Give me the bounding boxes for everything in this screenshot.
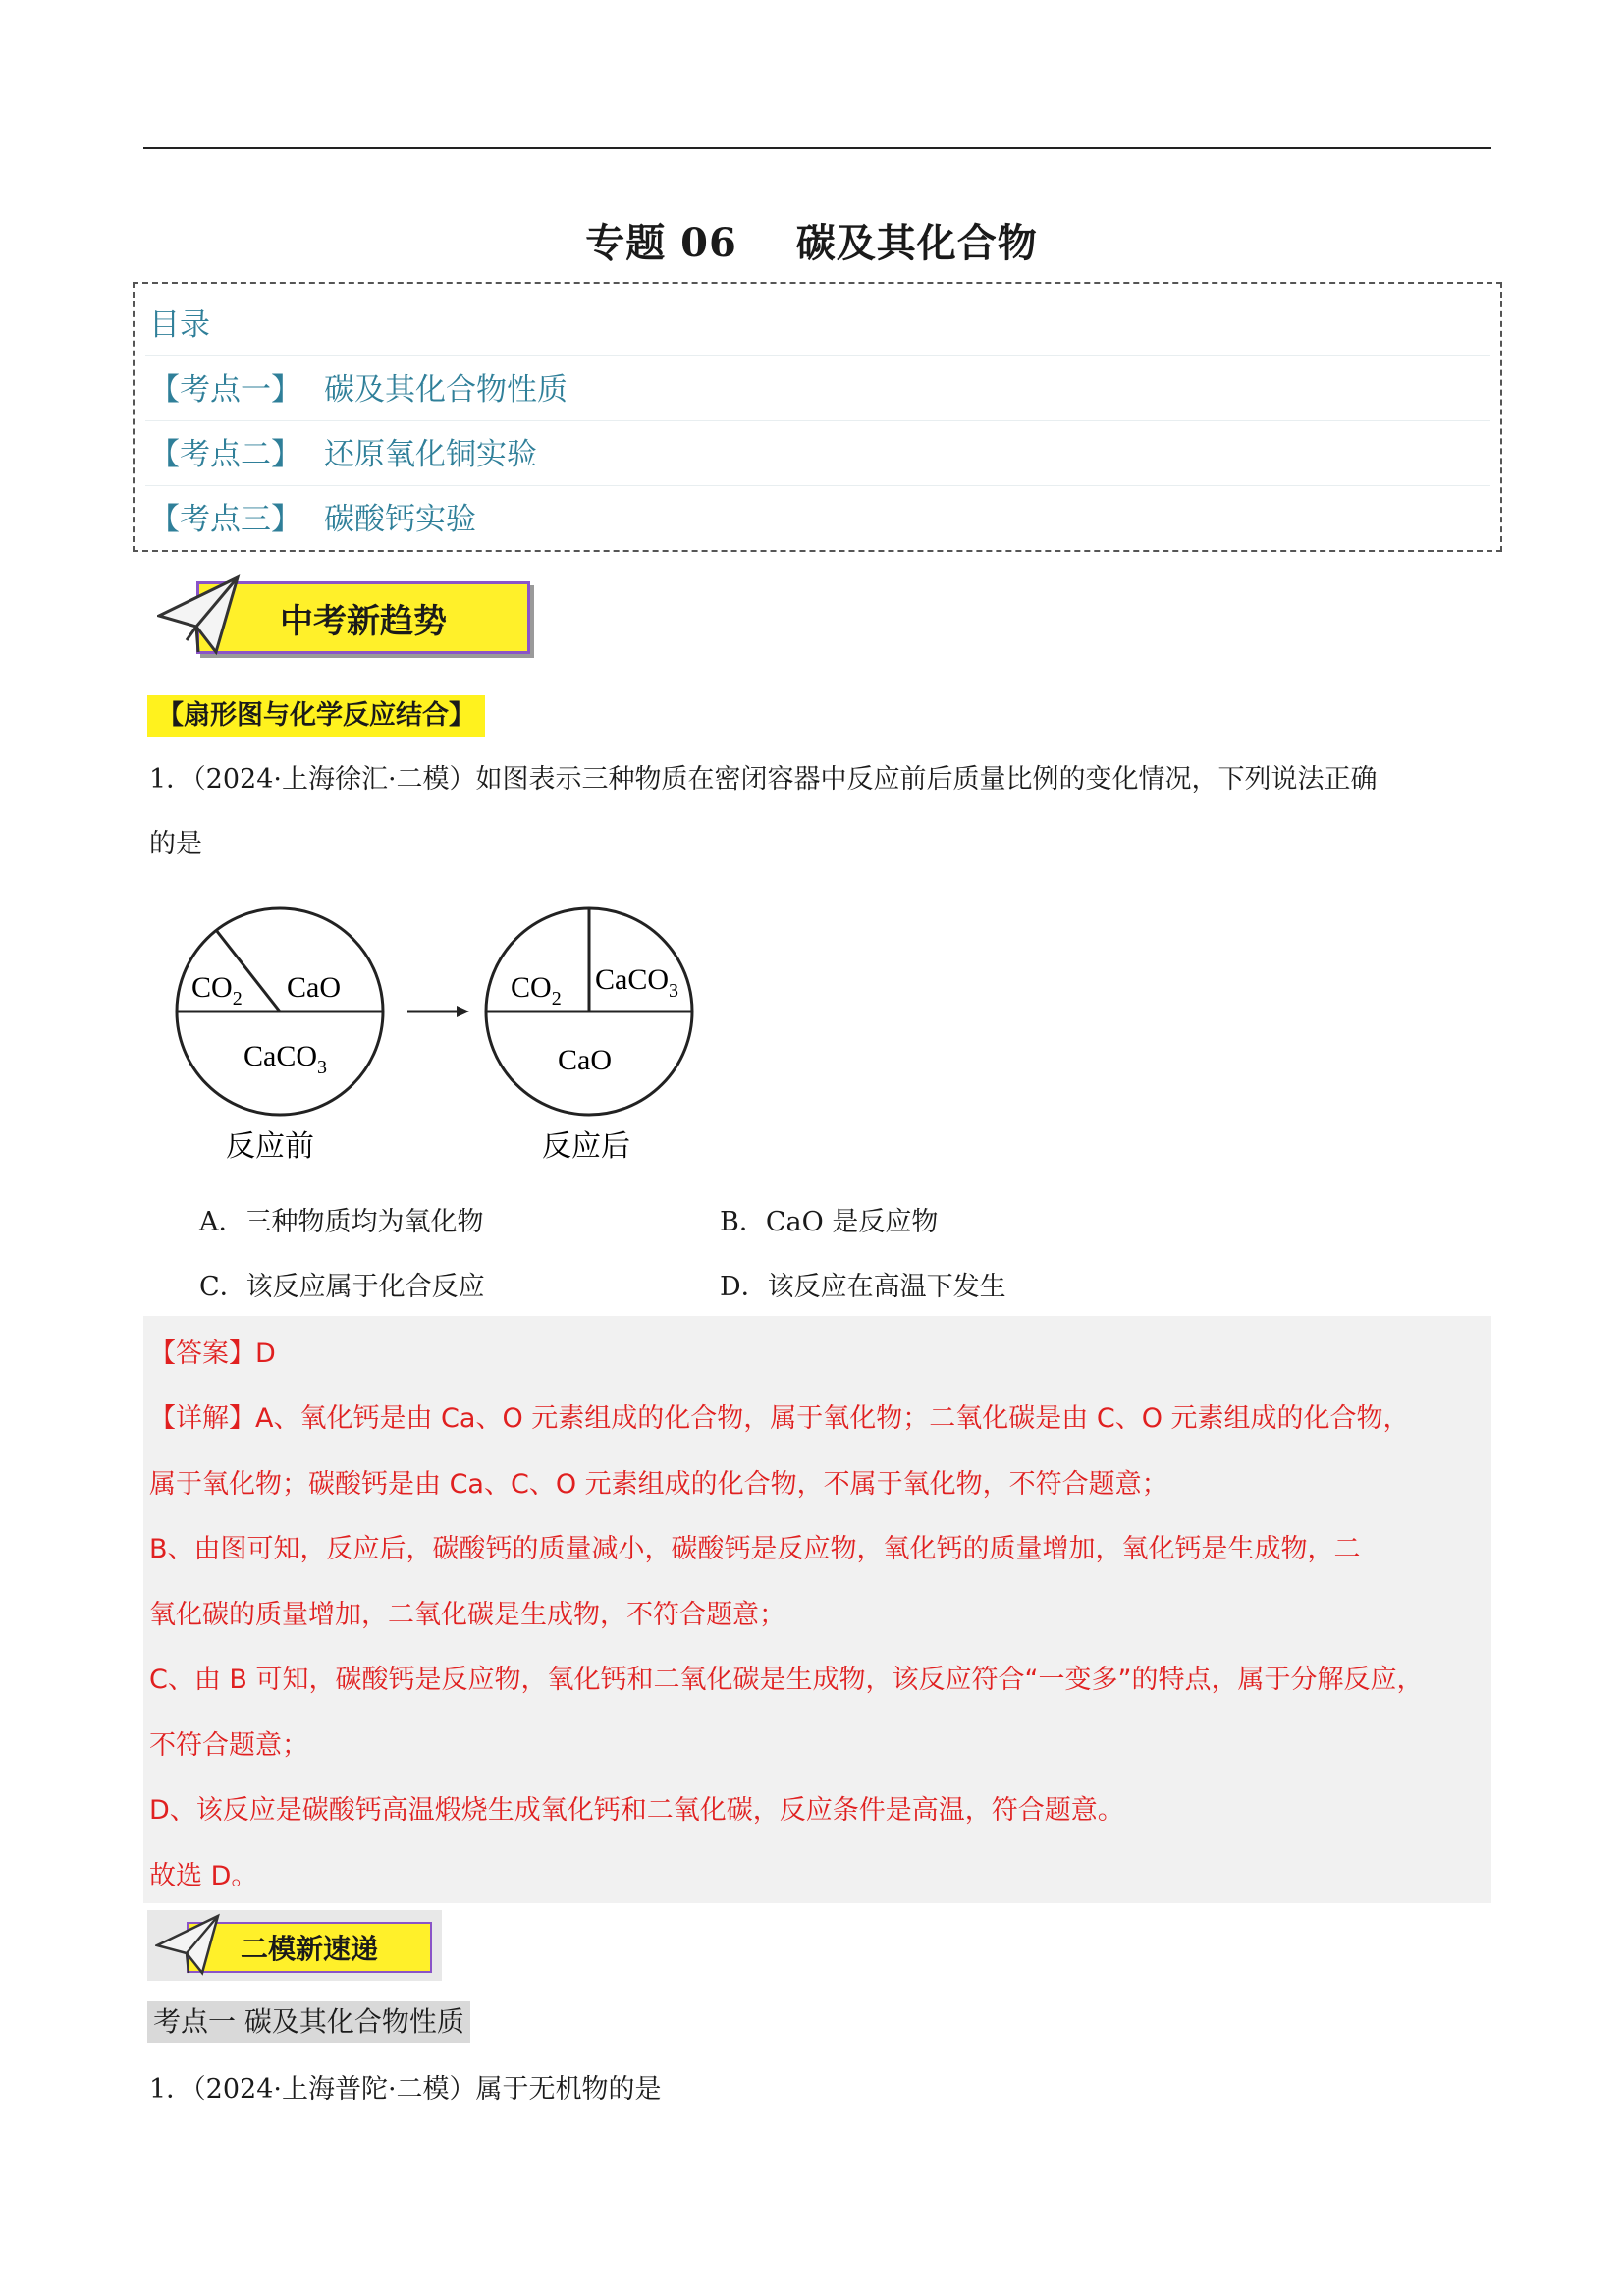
question-1-line-2: 的是 bbox=[149, 829, 202, 859]
toc-heading: 目录 bbox=[149, 307, 210, 343]
banner-label: 中考新趋势 bbox=[196, 581, 530, 654]
toc-item-tag: 【考点二】 bbox=[149, 437, 301, 472]
title-main: 碳及其化合物 bbox=[795, 220, 1038, 266]
top-rule bbox=[143, 147, 1491, 149]
explanation-line: 【详解】A、氧化钙是由 Ca、O 元素组成的化合物，属于氧化物；二氧化碳是由 C、O 元素组成的化合物， bbox=[149, 1403, 1410, 1434]
pie-diagram bbox=[157, 899, 707, 1174]
banner-label: 二模新速递 bbox=[187, 1922, 432, 1973]
toc-item-tag: 【考点三】 bbox=[149, 502, 301, 537]
arrow bbox=[407, 1006, 469, 1017]
after-co2-label: $CO_2$ bbox=[511, 971, 562, 1010]
toc-item-label: 还原氧化铜实验 bbox=[324, 437, 537, 472]
option-a: A．三种物质均为氧化物 bbox=[199, 1207, 484, 1237]
before-caco3-label: CaCO$_3$ bbox=[243, 1040, 327, 1078]
toc-item-label: 碳酸钙实验 bbox=[324, 502, 476, 537]
before-cao-label: CaO bbox=[287, 971, 341, 1004]
explanation-line: C、由 B 可知，碳酸钙是反应物，氧化钙和二氧化碳是生成物，该反应符合“一变多”的特点，属于分解反应， bbox=[149, 1665, 1424, 1695]
after-caco3-label: CaCO$_3$ bbox=[595, 963, 678, 1002]
question-2: 1．（2024·上海普陀·二模）属于无机物的是 bbox=[149, 2074, 662, 2105]
after-cao-label: CaO bbox=[558, 1044, 612, 1076]
before-caption: 反应前 bbox=[226, 1130, 314, 1163]
explanation-line: 属于氧化物；碳酸钙是由 Ca、C、O 元素组成的化合物，不属于氧化物，不符合题意； bbox=[149, 1469, 1168, 1500]
toc-item-label: 碳及其化合物性质 bbox=[324, 372, 568, 408]
toc-item-3[interactable] bbox=[149, 494, 476, 538]
option-b: B．CaO 是反应物 bbox=[720, 1207, 939, 1237]
before-co2-label: $CO_2$ bbox=[191, 971, 243, 1010]
toc-separator bbox=[145, 355, 1490, 356]
question-1-line-1: 1．（2024·上海徐汇·二模）如图表示三种物质在密闭容器中反应前后质量比例的变化情况，下列说法正确 bbox=[149, 764, 1378, 794]
after-caption: 反应后 bbox=[542, 1130, 630, 1163]
explanation-line: B、由图可知，反应后，碳酸钙的质量减小，碳酸钙是反应物，氧化钙的质量增加，氧化钙是生成物，二 bbox=[149, 1534, 1361, 1564]
paper-plane-icon bbox=[155, 1910, 224, 1979]
toc-item-tag: 【考点一】 bbox=[149, 372, 301, 408]
title-prefix: 专题 06 bbox=[585, 220, 737, 266]
section-tag: 【扇形图与化学反应结合】 bbox=[147, 695, 485, 737]
pie-after bbox=[486, 908, 692, 1163]
banner-ermo bbox=[147, 1910, 442, 1981]
pie-before bbox=[177, 908, 383, 1163]
toc-item-2[interactable] bbox=[149, 429, 537, 473]
explanation-line: D、该反应是碳酸钙高温煅烧生成氧化钙和二氧化碳，反应条件是高温，符合题意。 bbox=[149, 1795, 1124, 1826]
answer-line: 【答案】D bbox=[149, 1339, 276, 1369]
toc-separator bbox=[145, 485, 1490, 486]
option-d: D．该反应在高温下发生 bbox=[720, 1272, 1006, 1302]
explanation-line: 不符合题意； bbox=[149, 1730, 308, 1761]
toc-separator bbox=[145, 420, 1490, 421]
page-title bbox=[0, 212, 1623, 268]
toc-item-1[interactable] bbox=[149, 364, 568, 409]
kaodian-tag: 考点一 碳及其化合物性质 bbox=[147, 2001, 470, 2043]
explanation-line: 氧化碳的质量增加，二氧化碳是生成物，不符合题意； bbox=[149, 1600, 785, 1630]
banner-zhongkao bbox=[157, 572, 540, 660]
explanation-line: 故选 D。 bbox=[149, 1861, 258, 1891]
paper-plane-icon bbox=[157, 572, 245, 660]
option-c: C．该反应属于化合反应 bbox=[199, 1272, 485, 1302]
